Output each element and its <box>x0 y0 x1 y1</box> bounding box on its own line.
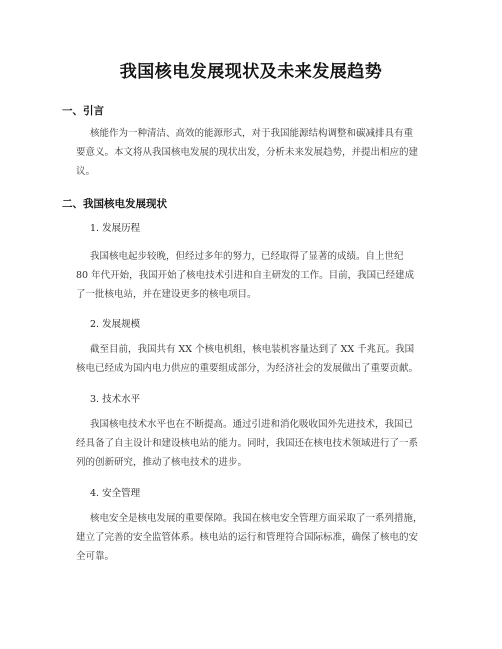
paragraph-line: 要意义。本文将从我国核电发展的现状出发，分析未来发展趋势，并提出相应的建 <box>76 147 419 158</box>
paragraph-line: 经具备了自主设计和建设核电站的能力。同时，我国还在核电技术领域进行了一系 <box>76 438 419 449</box>
subsection-heading-safety: 4. 安全管理 <box>90 488 141 499</box>
paragraph-line: 核能作为一种清洁、高效的能源形式，对于我国能源结构调整和碳减排具有重 <box>90 128 414 139</box>
document-title: 我国核电发展现状及未来发展趋势 <box>119 62 383 82</box>
paragraph-line: 80 年代开始，我国开始了核电技术引进和自主研发的工作。目前，我国已经建成 <box>76 270 415 281</box>
paragraph-line: 我国核电起步较晚，但经过多年的努力，已经取得了显著的成绩。自上世纪 <box>90 251 404 262</box>
section-heading-status: 二、我国核电发展现状 <box>62 198 167 210</box>
paragraph-line: 建立了完善的安全监管体系。核电站的运行和管理符合国际标准，确保了核电的安 <box>76 532 419 543</box>
paragraph-line: 列的创新研究，推动了核电技术的进步。 <box>76 457 248 468</box>
paragraph-line: 议。 <box>76 166 96 177</box>
paragraph-line: 核电已经成为国内电力供应的重要组成部分，为经济社会的发展做出了重要贡献。 <box>76 363 419 374</box>
subsection-heading-scale: 2. 发展规模 <box>90 319 141 330</box>
section-heading-introduction: 一、引言 <box>62 105 104 117</box>
paragraph-line: 我国核电技术水平也在不断提高。通过引进和消化吸收国外先进技术，我国已 <box>90 419 414 430</box>
paragraph-line: 了一批核电站，并在建设更多的核电项目。 <box>76 289 257 300</box>
subsection-heading-history: 1. 发展历程 <box>90 223 141 234</box>
subsection-heading-technology: 3. 技术水平 <box>90 394 141 405</box>
paragraph-line: 截至目前，我国共有 XX 个核电机组，核电装机容量达到了 XX 千兆瓦。我国 <box>90 344 415 355</box>
paragraph-line: 全可靠。 <box>76 551 115 562</box>
paragraph-line: 核电安全是核电发展的重要保障。我国在核电安全管理方面采取了一系列措施， <box>90 513 423 524</box>
